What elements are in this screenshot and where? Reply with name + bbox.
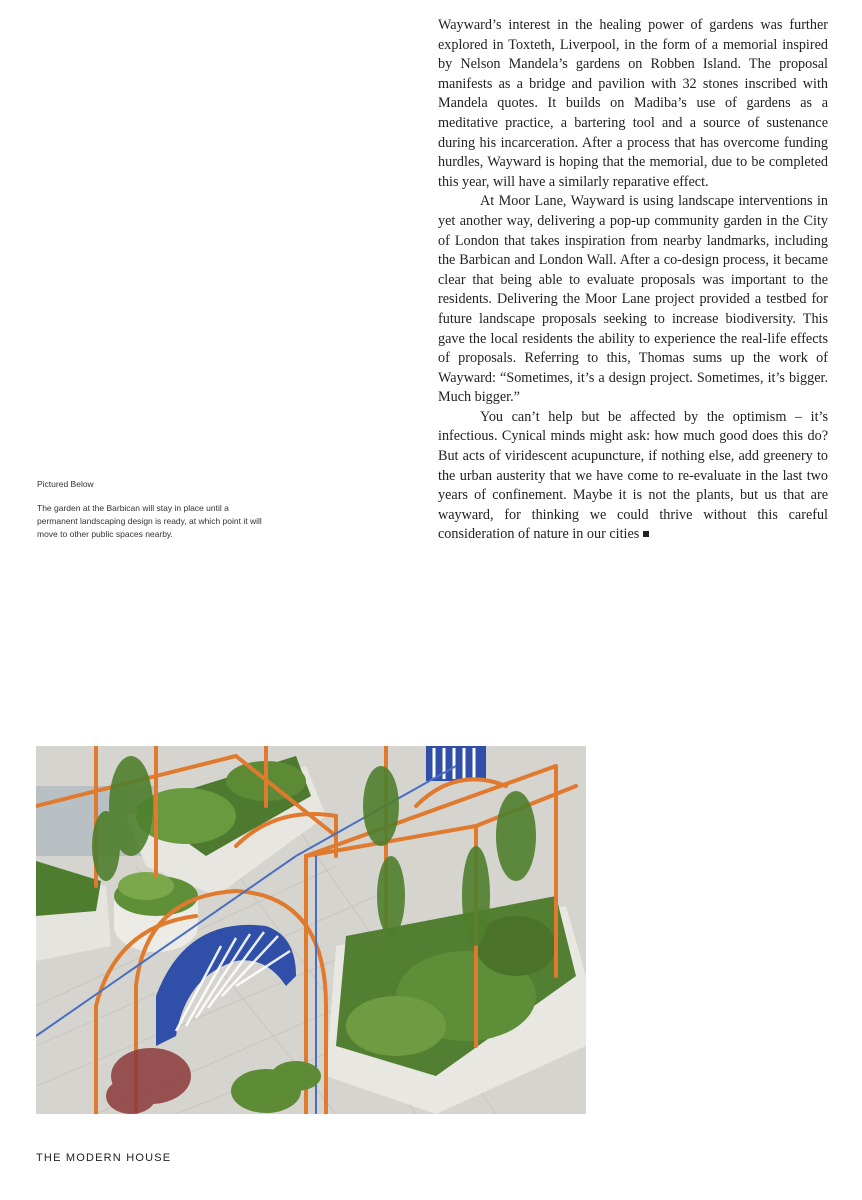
article-paragraph-3 xyxy=(438,408,828,545)
article-paragraph-2: At Moor Lane, Wayward is using landscape interventions in yet another way, delivering a pop-up community garden in the City of London that takes inspiration from nearby landmarks, including the Barbican and London Wall. After a co-design process, it became clear that being able to evaluate proposals was important to the residents. Delivering the Moor Lane project provided a testbed for future landscape proposals seeking to increase biodiversity. This gave the local residents the ability to experience the real-life effects of proposals. Referring to this, Thomas sums up the work of Wayward: “Sometimes, it’s a design project. Sometimes, it’s bigger. Much bigger.” xyxy=(438,193,828,406)
garden-photo-icon xyxy=(36,746,586,1114)
article-paragraph-1: Wayward’s interest in the healing power of gardens was further explored in Toxteth, Liverpool, in the form of a memorial inspired by Nelson Mandela’s gardens on Robben Island. The proposal manifests as a bridge and pavilion with 32 stones inscribed with Mandela quotes. It builds on Madiba’s use of gardens as a meditative practice, a bartering tool and a source of sustenance during his incarceration. After a process that has overcome funding hurdles, Wayward is hoping that the memorial, due to be completed this year, will have a similarly reparative effect. xyxy=(438,17,828,190)
caption-title: Pictured Below xyxy=(37,479,94,489)
publication-footer: THE MODERN HOUSE xyxy=(36,1152,172,1164)
caption-text: The garden at the Barbican will stay in place until a permanent landscaping design is ready, at which point it will move to other public spaces nearby. xyxy=(37,503,262,539)
article-paragraph-3-text: You can’t help but be affected by the optimism – it’s infectious. Cynical minds might ask: how much good does this do? But acts of viridescent acupuncture, if nothing else, add greenery to the urban austerity that we have come to re-evaluate in the last two years of confinement. Maybe it is not the plants, but us that are wayward, for thinking we could thrive without this careful consideration of nature in our cities xyxy=(438,408,828,543)
photo-caption xyxy=(37,478,267,541)
garden-photo xyxy=(36,746,586,1114)
article-body xyxy=(438,16,828,545)
end-of-article-mark xyxy=(643,531,649,537)
